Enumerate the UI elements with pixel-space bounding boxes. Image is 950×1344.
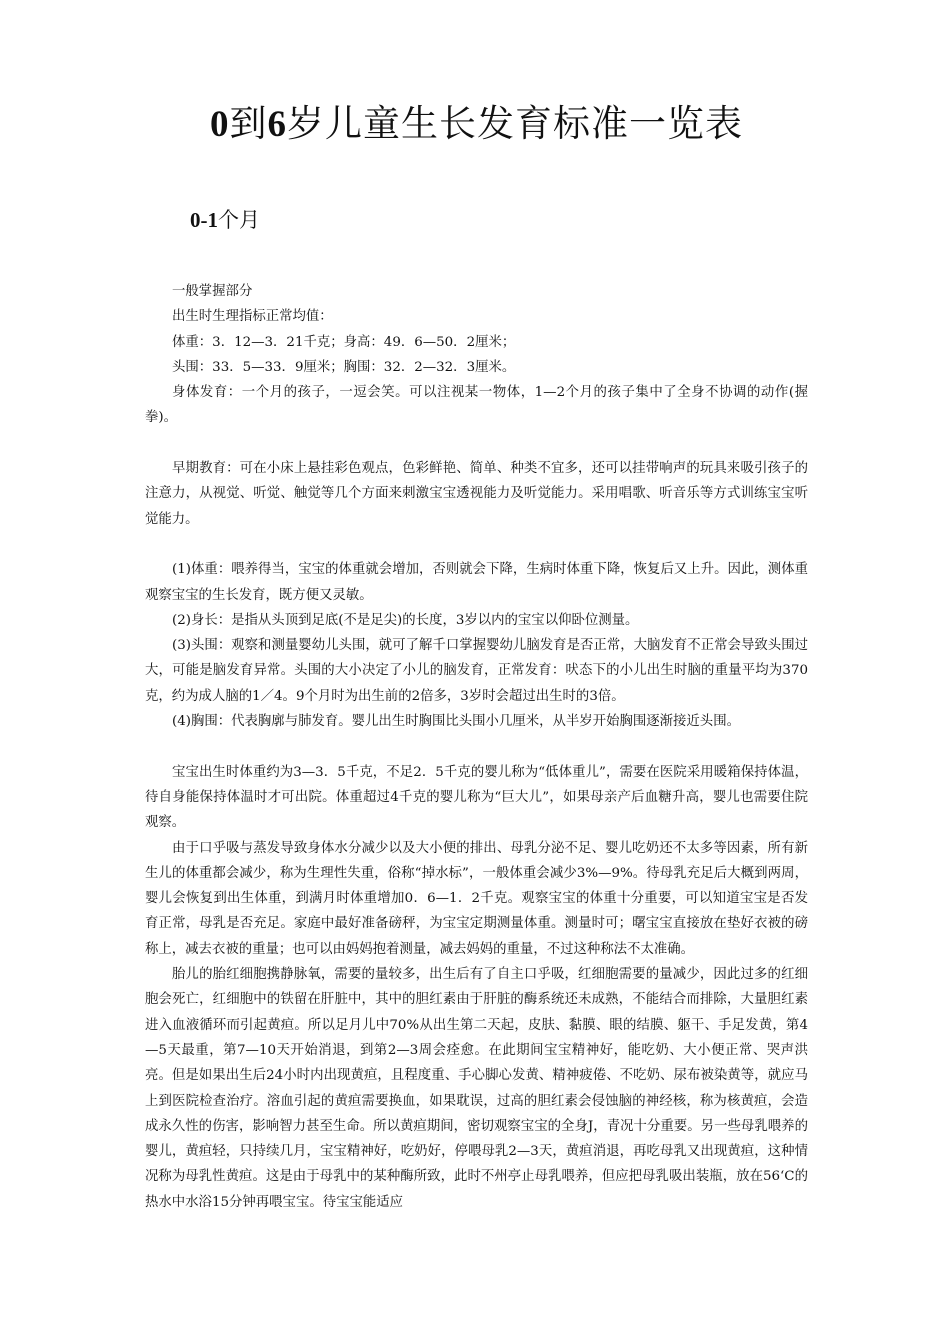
title-number-end: 6 <box>267 104 287 145</box>
paragraph-spacer <box>145 734 808 759</box>
paragraph: 由于口乎吸与蒸发导致身体水分减少以及大小便的排出、母乳分泌不足、婴儿吃奶还不太多等因素，所有新生儿的体重都会减少，称为生理性失重，俗称“掉水标”，一般体重会减少3%—9%。待母乳充足后大概到两周，婴儿会恢复到出生体重，到满月时体重增加0．6—1．2千克。观察宝宝的体重十分重要，可以知道宝宝是否发育正常，母乳是否充足。家庭中最好准备磅秤，为宝宝定期测量体重。测量时可；曙宝宝直接放在垫好衣被的磅称上，减去衣被的重量；也可以由妈妈抱着测量，减去妈妈的重量，不过这种称法不太准确。 <box>145 840 808 957</box>
paragraph-spacer <box>145 532 808 557</box>
paragraph: (4)胸围：代表胸廓与肺发育。婴儿出生时胸围比头围小几厘米，从半岁开始胸围逐渐接近头围。 <box>172 714 740 730</box>
section-heading-range: 0-1 <box>190 208 218 232</box>
paragraph: 头围：33．5—33．9厘米；胸围：32．2—32．3厘米。 <box>172 359 516 375</box>
paragraph: 宝宝出生时体重约为3—3．5千克，不足2．5千克的婴儿称为“低体重儿”，需要在医院采用暖箱保持体温，待自身能保持体温时才可出院。体重超过4千克的婴儿称为“巨大儿”，如果母亲产后血糖升高，婴儿也需要住院观察。 <box>145 764 808 831</box>
title-number-start: 0 <box>210 104 230 145</box>
section-heading-unit: 个月 <box>218 208 260 232</box>
paragraph: (1)体重：喂养得当，宝宝的体重就会增加，否则就会下降，生病时体重下降，恢复后又上升。因此，测体重观察宝宝的生长发育，既方便又灵敏。 <box>145 562 808 603</box>
paragraph: 体重：3．12—3．21千克；身高：49．6—50．2厘米； <box>172 334 516 350</box>
paragraph: 身体发育：一个月的孩子，一逗会笑。可以注视某一物体，1—2个月的孩子集中了全身不协调的动作(握拳)。 <box>145 385 808 426</box>
paragraph: 早期教育：可在小床上悬挂彩色观点，色彩鲜艳、简单、种类不宜多，还可以挂带响声的玩具来吸引孩子的注意力，从视觉、听觉、触觉等几个方面来刺激宝宝透视能力及听觉能力。采用唱歌、听音乐等方式训练宝宝听觉能力。 <box>145 461 808 527</box>
paragraph: (2)身长：是指从头顶到足底(不是足尖)的长度，3岁以内的宝宝以仰卧位测量。 <box>172 612 639 628</box>
title-text-rest: 岁儿童生长发育标准一览表 <box>287 102 743 145</box>
paragraph: 出生时生理指标正常均值： <box>172 309 333 325</box>
document-title <box>145 0 808 153</box>
document-body <box>145 279 808 1215</box>
section-heading <box>145 153 808 235</box>
paragraph-spacer <box>145 431 808 456</box>
paragraph: 胎儿的胎红细胞携静脉氧，需要的量较多，出生后有了自主口乎吸，红细胞需要的量减少，因此过多的红细胞会死亡，红细胞中的铁留在肝脏中，其中的胆红素由于肝脏的酶系统还未成熟，不能结合而排除，大量胆红素进入血液循环而引起黄疸。所以足月儿中70%从出生第二天起，皮肤、黏膜、眼的结膜、躯干、手足发黄，第4—5天最重，第7—10天开始消退，到第2—3周会痊愈。在此期间宝宝精神好，能吃奶、大小便正常、哭声洪亮。但是如果出生后24小时内出现黄疸，且程度重、手心脚心发黄、精神疲倦、不吃奶、尿布被染黄等，就应马上到医院检查治疗。溶血引起的黄疸需要换血，如果耽误，过高的胆红素会侵蚀脑的神经核，称为核黄疸，会造成永久性的伤害，影响智力甚至生命。所以黄疸期间，密切观察宝宝的全身J，青况十分重要。另一些母乳喂养的婴儿，黄疸轻，只持续几月，宝宝精神好，吃奶好，停喂母乳2—3天，黄疸消退，再吃母乳又出现黄疸，这种情况称为母乳性黄疸。这是由于母乳中的某种酶所致，此时不州亭止母乳喂养，但应把母乳吸出装瓶，放在56‘C的热水中水浴15分钟再喂宝宝。待宝宝能适应 <box>145 967 808 1210</box>
title-text-to: 到 <box>229 102 268 145</box>
paragraph: (3)头围：观察和测量婴幼儿头围，就可了解千口掌握婴幼儿脑发育是否正常，大脑发育不正常会导致头围过大，可能是脑发育异常。头围的大小决定了小儿的脑发育，正常发育：吠态下的小儿出生时脑的重量平均为370克，约为成人脑的1／4。9个月时为出生前的2倍多，3岁时会超过出生时的3倍。 <box>145 638 808 704</box>
paragraph: 一般掌握部分 <box>172 284 253 299</box>
